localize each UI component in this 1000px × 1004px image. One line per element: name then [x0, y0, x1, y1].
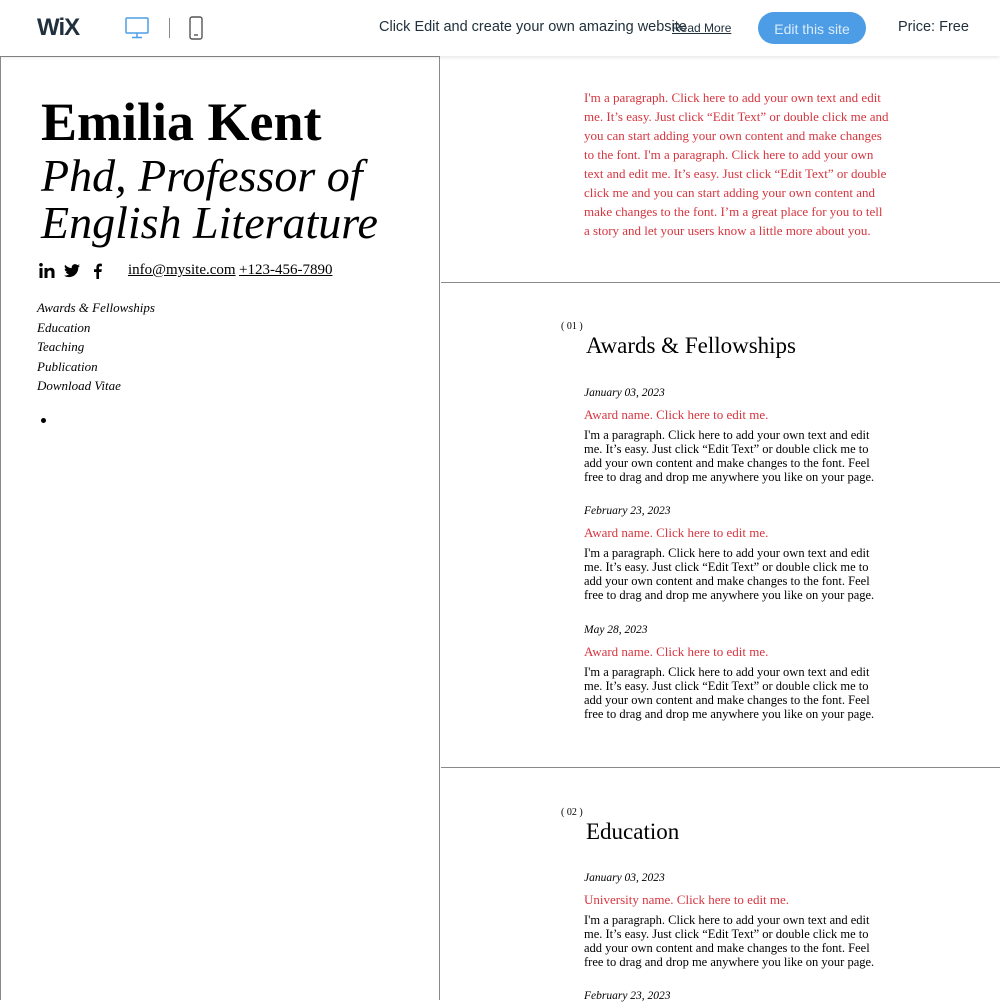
section-number: ( 02 ) — [561, 807, 583, 818]
entry-title[interactable]: University name. Click here to edit me. — [584, 892, 790, 907]
facebook-icon[interactable] — [89, 262, 107, 280]
section-title-awards: Awards & Fellowships — [586, 333, 796, 358]
entry-title[interactable]: Award name. Click here to edit me. — [584, 644, 769, 659]
section-divider — [441, 282, 1000, 283]
phone-link[interactable]: +123-456-7890 — [239, 262, 333, 278]
device-separator — [169, 18, 170, 38]
section-number: ( 01 ) — [561, 321, 583, 332]
entry-date: February 23, 2023 — [584, 505, 671, 517]
entry-date: January 03, 2023 — [584, 387, 665, 399]
profile-subtitle: Phd, Professor of English Literature — [41, 150, 378, 248]
section-title-education: Education — [586, 819, 680, 844]
entry-date: May 28, 2023 — [584, 624, 648, 636]
award-entry — [584, 623, 884, 721]
nav-item-awards[interactable]: Awards & Fellowships — [37, 300, 155, 315]
entry-text: I'm a paragraph. Click here to add your own text and edit me. It’s easy. Just click “Edit Text” or double click me to add your own content and make changes to the font. Feel free to drag and drop me anywhere you like on your page. — [584, 428, 875, 484]
wix-top-bar — [0, 0, 1000, 56]
section-divider — [441, 767, 1000, 768]
intro-paragraph: I'm a paragraph. Click here to add your own text and edit me. It’s easy. Just click “Edit Text” or double click me and you can start adding your own content and make changes to the font. I'm a paragraph. Click here to add your own text and edit me. It’s easy. Just click “Edit Text” or double click me and you can start adding your own content and make changes to the font. I’m a great place for you to tell a story and let your users know a little more about you. — [584, 90, 889, 238]
mobile-view-icon[interactable] — [189, 16, 203, 40]
entry-title[interactable]: Award name. Click here to edit me. — [584, 407, 769, 422]
desktop-view-icon[interactable] — [125, 17, 149, 39]
entry-text: I'm a paragraph. Click here to add your own text and edit me. It’s easy. Just click “Edit Text” or double click me to add your own content and make changes to the font. Feel free to drag and drop me anywhere you like on your page. — [584, 665, 875, 721]
section-nav — [37, 298, 155, 396]
award-entry — [584, 386, 884, 484]
email-link[interactable]: info@mysite.com — [128, 262, 236, 278]
wix-logo[interactable]: WiX — [37, 14, 80, 41]
education-entry — [584, 871, 884, 969]
education-entry — [584, 989, 884, 1004]
entry-date: January 03, 2023 — [584, 872, 665, 884]
nav-item-education[interactable]: Education — [37, 319, 91, 335]
profile-name: Emilia Kent — [41, 92, 322, 152]
twitter-icon[interactable] — [63, 262, 81, 280]
entry-text: I'm a paragraph. Click here to add your own text and edit me. It’s easy. Just click “Edit Text” or double click me to add your own content and make changes to the font. Feel free to drag and drop me anywhere you like on your page. — [584, 546, 875, 602]
list-bullet — [41, 418, 46, 423]
promo-text: Click Edit and create your own amazing website — [379, 19, 687, 35]
read-more-link[interactable]: Read More — [672, 21, 732, 35]
nav-item-publication[interactable]: Publication — [37, 358, 98, 374]
nav-item-download-vitae[interactable]: Download Vitae — [37, 378, 121, 393]
entry-title[interactable]: Award name. Click here to edit me. — [584, 525, 769, 540]
award-entry — [584, 504, 884, 602]
entry-date: February 23, 2023 — [584, 990, 671, 1002]
price-label: Price: Free — [898, 19, 969, 35]
linkedin-icon[interactable] — [38, 262, 56, 280]
nav-item-teaching[interactable]: Teaching — [37, 339, 85, 354]
edit-site-button[interactable]: Edit this site — [758, 12, 866, 44]
entry-text: I'm a paragraph. Click here to add your own text and edit me. It’s easy. Just click “Edit Text” or double click me to add your own content and make changes to the font. Feel free to drag and drop me anywhere you like on your page. — [584, 913, 875, 969]
